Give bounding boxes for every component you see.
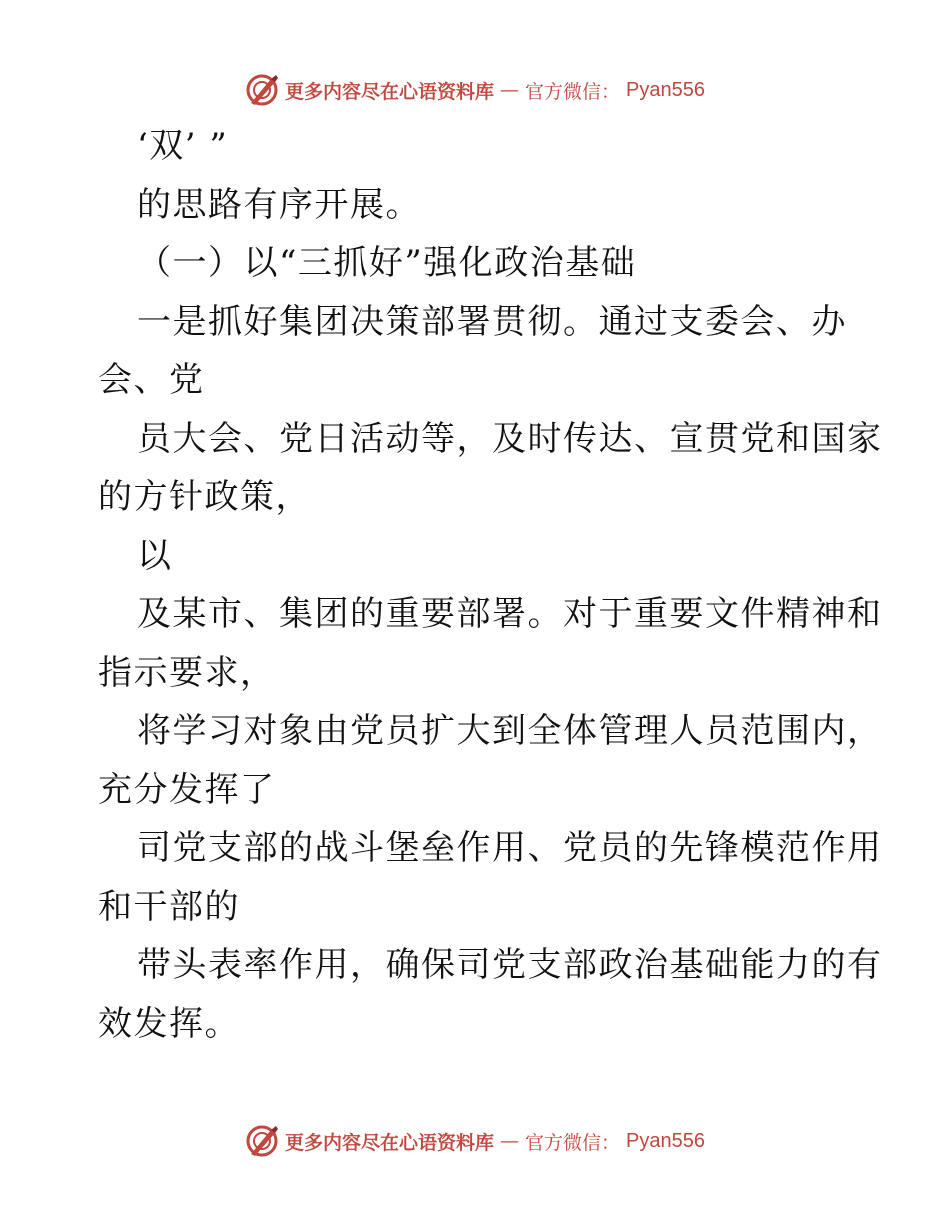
body-line: 指示要求， [98,653,276,693]
pen-logo-icon [245,73,279,107]
pen-logo-icon [245,1124,279,1158]
body-line: 效发挥。 [98,1004,240,1044]
body-line: 的思路有序开展。 [137,185,421,225]
body-line: 的方针政策， [98,477,311,517]
banner-main-text: 更多内容尽在心语资料库 [285,80,495,103]
banner-separator: — [500,79,520,101]
body-line: 带头表率作用，确保司党支部政治基础能力的有 [137,945,883,985]
banner-main-text: 更多内容尽在心语资料库 [285,1131,495,1154]
body-line: 员大会、党日活动等，及时传达、宣贯党和国家 [137,419,883,459]
banner-wechat-label: 官方微信： [525,1131,621,1154]
header-banner [0,70,950,110]
body-line: 将学习对象由党员扩大到全体管理人员范围内， [137,711,883,751]
body-line: 和干部的 [98,887,240,927]
banner-wechat-id: Pyan556 [626,78,705,101]
banner-separator: — [500,1130,520,1152]
body-line: 一是抓好集团决策部署贯彻。通过支委会、办 [137,302,847,342]
banner-wechat-label: 官方微信： [525,80,621,103]
body-line: 司党支部的战斗堡垒作用、党员的先锋模范作用 [137,828,883,868]
section-heading: （一）以“三抓好”强化政治基础 [137,243,637,283]
banner-wechat-id: Pyan556 [626,1129,705,1152]
body-line: 充分发挥了 [98,770,276,810]
body-line: 及某市、集团的重要部署。对于重要文件精神和 [137,594,883,634]
footer-banner [0,1121,950,1161]
body-line: ‘双’ ” [137,126,229,166]
body-line: 会、党 [98,360,205,400]
body-line: 以 [137,536,173,576]
